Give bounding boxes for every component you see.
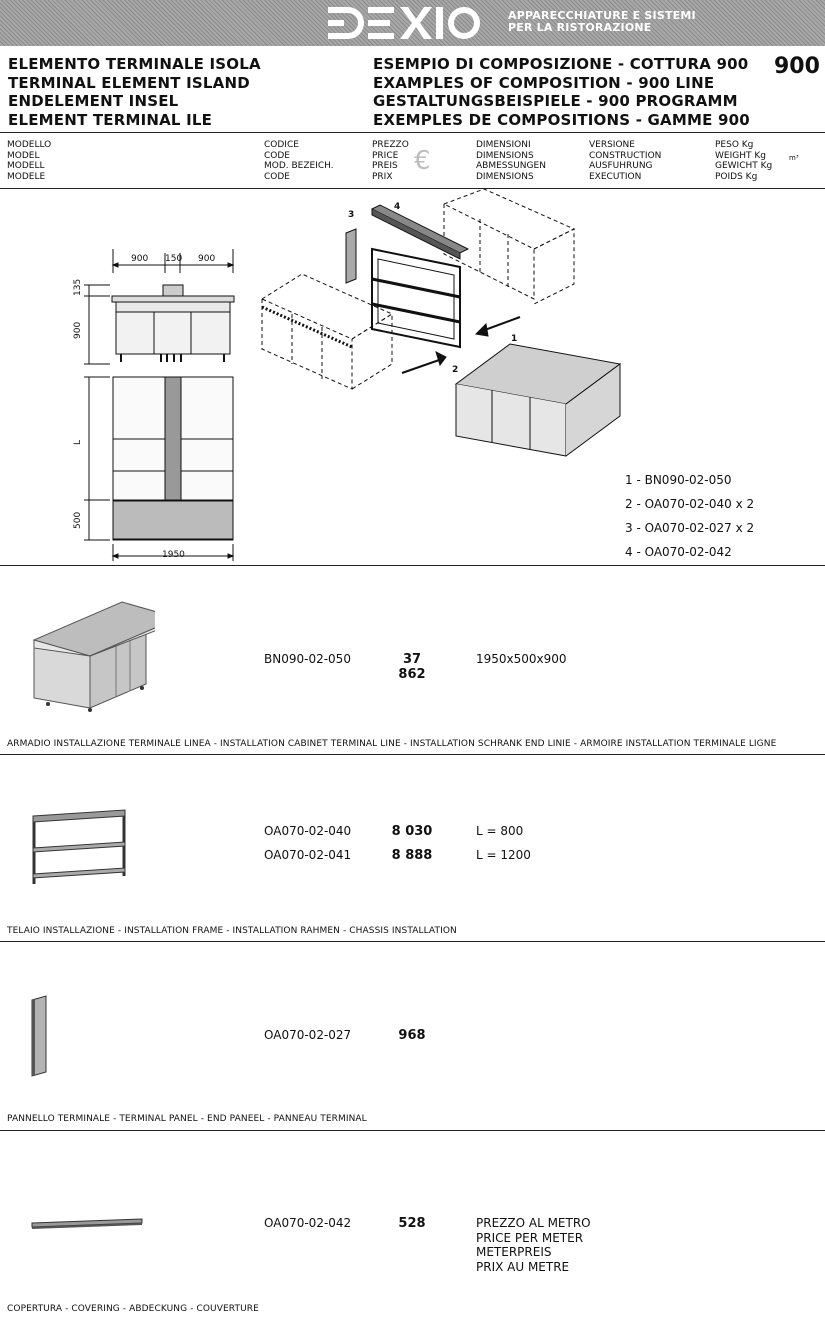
product-caption: PANNELLO TERMINALE - TERMINAL PANEL - END PANEEL - PANNEAU TERMINAL	[7, 1114, 367, 1124]
dim-total-width: 1950	[162, 550, 185, 560]
brand-tagline: APPARECCHIATURE E SISTEMI PER LA RISTORAZIONE	[508, 9, 696, 34]
dim-height-top: 135	[73, 278, 83, 296]
column-weight: PESO Kg WEIGHT Kg GEWICHT Kg POIDS Kg	[715, 140, 773, 182]
product-code: OA070-02-041	[264, 848, 352, 862]
element-title-block	[8, 55, 261, 129]
divider	[0, 754, 825, 755]
composition-en: EXAMPLES OF COMPOSITION - 900 LINE	[373, 73, 715, 92]
cabinet-image	[30, 600, 155, 715]
legend-item-2: 2 - OA070-02-040 x 2	[625, 497, 755, 511]
divider	[0, 565, 825, 566]
column-version: VERSIONE CONSTRUCTION AUSFUHRUNG EXECUTION	[589, 140, 662, 182]
dim-width-right: 900	[198, 254, 216, 264]
product-caption: COPERTURA - COVERING - ABDECKUNG - COUVERTURE	[7, 1304, 259, 1314]
end-panel-image	[28, 994, 52, 1080]
column-dimensions: DIMENSIONI DIMENSIONS ABMESSUNGEN DIMENSIONS	[476, 140, 546, 182]
dexion-logo	[326, 3, 496, 43]
product-code: OA070-02-027	[264, 1028, 352, 1042]
frame-image	[30, 806, 130, 888]
composition-de: GESTALTUNGSBEISPIELE - 900 PROGRAMM	[373, 92, 738, 110]
product-dimensions: L = 1200	[476, 848, 531, 862]
dim-depth: 500	[73, 511, 83, 529]
column-model: MODELLO MODEL MODELL MODELE	[7, 140, 52, 182]
dim-width-left: 900	[131, 254, 149, 264]
composition-title-block	[373, 55, 750, 129]
dim-width-center: 150	[165, 254, 183, 264]
divider	[0, 941, 825, 942]
product-price: 968	[398, 1028, 426, 1043]
legend-item-4: 4 - OA070-02-042	[625, 545, 732, 559]
title-fr: ELEMENT TERMINAL ILE	[8, 110, 213, 129]
header-band	[0, 0, 825, 46]
callout-3: 3	[348, 210, 355, 220]
price-per-meter-note: PREZZO AL METRO PRICE PER METER METERPREIS PRIX AU METRE	[476, 1216, 591, 1274]
product-dimensions: 1950x500x900	[476, 652, 567, 666]
composition-fr: EXEMPLES DE COMPOSITIONS - GAMME 900	[373, 110, 750, 129]
legend-item-1: 1 - BN090-02-050	[625, 473, 732, 487]
title-de: ENDELEMENT INSEL	[8, 92, 179, 110]
product-code: OA070-02-042	[264, 1216, 352, 1230]
callout-2: 2	[452, 365, 459, 375]
divider	[0, 1130, 825, 1131]
product-price: 8 888	[391, 848, 433, 863]
callout-1: 1	[511, 334, 518, 344]
product-price: 37 862	[398, 652, 426, 682]
product-price: 8 030	[391, 824, 433, 839]
column-price: PREZZO PRICE PREIS PRIX	[372, 140, 409, 182]
title-it: ELEMENTO TERMINALE ISOLA	[8, 55, 261, 73]
divider	[0, 132, 825, 133]
legend-item-3: 3 - OA070-02-027 x 2	[625, 521, 755, 535]
dim-length: L	[73, 439, 83, 445]
dim-height: 900	[73, 321, 83, 339]
product-price: 528	[398, 1216, 426, 1231]
covering-image	[30, 1215, 145, 1231]
product-caption: ARMADIO INSTALLAZIONE TERMINALE LINEA - INSTALLATION CABINET TERMINAL LINE - INSTALLATION SCHRANK END LINIE - ARMOIRE INSTALLATION TERMINALE LIGNE	[7, 739, 777, 749]
product-code: BN090-02-050	[264, 652, 351, 666]
product-dimensions: L = 800	[476, 824, 524, 838]
callout-4: 4	[394, 202, 401, 212]
euro-icon: €	[414, 146, 431, 176]
product-caption: TELAIO INSTALLAZIONE - INSTALLATION FRAME - INSTALLATION RAHMEN - CHASSIS INSTALLATION	[7, 926, 457, 936]
title-en: TERMINAL ELEMENT ISLAND	[8, 73, 250, 92]
series-number: 900	[774, 54, 820, 79]
composition-it: ESEMPIO DI COMPOSIZIONE - COTTURA 900	[373, 55, 749, 73]
column-code: CODICE CODE MOD. BEZEICH. CODE	[264, 140, 334, 182]
volume-unit: m³	[789, 154, 799, 162]
product-code: OA070-02-040	[264, 824, 352, 838]
